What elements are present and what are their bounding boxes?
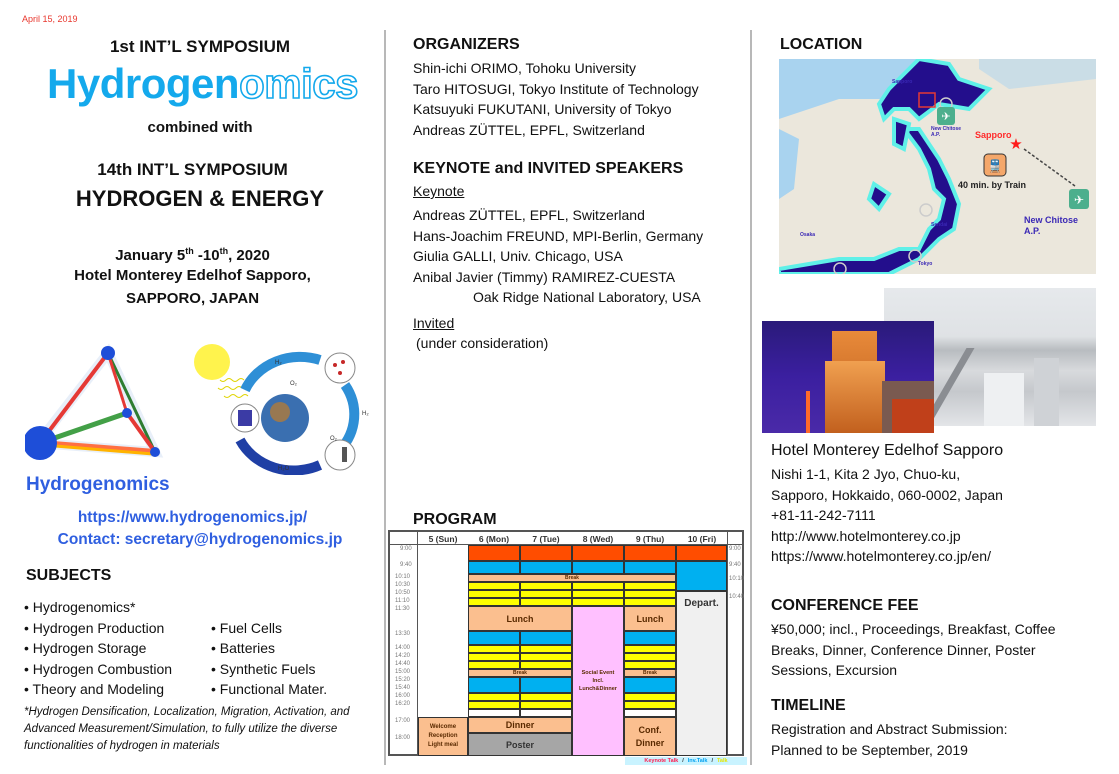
organizer-item: Taro HITOSUGI, Tokyo Institute of Technology — [413, 80, 699, 97]
organizer-item: Shin-ichi ORIMO, Tohoku University — [413, 60, 637, 76]
talk-slot — [572, 598, 624, 606]
event-city: SAPPORO, JAPAN — [125, 290, 260, 307]
keynote-item: Giulia GALLI, Univ. Chicago, USA — [413, 248, 623, 264]
talk-slot — [468, 701, 520, 709]
program-legend: Keynote Talk / Inv.Talk / Talk — [625, 757, 747, 765]
talk-slot — [624, 661, 676, 669]
keynote-list — [413, 205, 703, 308]
svg-text:O₂: O₂ — [290, 381, 297, 387]
talk-slot — [520, 653, 572, 661]
event-dates: January 5th -10th, 2020 — [115, 246, 270, 264]
invited-slot — [520, 561, 572, 574]
keynote-item: Hans-Joachim FREUND, MPI-Berlin, Germany — [413, 227, 704, 244]
svg-text:✈: ✈ — [1073, 193, 1085, 207]
timeline-line2: Planned to be September, 2019 — [771, 741, 968, 758]
svg-text:🚆: 🚆 — [987, 159, 1003, 173]
day-header: 8 (Wed) — [582, 534, 614, 544]
document-date: April 15, 2019 — [22, 14, 78, 24]
talk-slot — [520, 598, 572, 606]
svg-text:O₂: O₂ — [330, 436, 337, 442]
label-h2-top: H₂ — [275, 360, 282, 366]
hotel-url[interactable]: http://www.hotelmonterey.co.jp — [771, 527, 961, 544]
talk-slot — [624, 582, 676, 590]
keynote-slot — [676, 545, 727, 561]
lunch-slot: Lunch — [468, 606, 572, 631]
hotel-night-photo — [762, 321, 934, 433]
hotel-address-line1: Nishi 1-1, Kita 2 Jyo, Chuo-ku, — [771, 466, 961, 482]
day-header: 9 (Thu) — [635, 534, 665, 544]
day-header: 10 (Fri) — [687, 534, 717, 544]
welcome-reception-slot: Welcome Reception Light meal — [418, 717, 468, 756]
organizers-heading: ORGANIZERS — [413, 36, 520, 53]
talk-slot — [520, 645, 572, 653]
map-label-chitose-2: A.P. — [1024, 226, 1041, 236]
logo-solid: Hydrogen — [47, 60, 240, 107]
column-divider-left — [384, 30, 386, 765]
hydrogenomics-logo-text — [0, 60, 405, 107]
svg-text:✈: ✈ — [941, 111, 951, 123]
svg-text:★: ★ — [1009, 136, 1023, 153]
subjects-list-col1 — [24, 597, 172, 700]
keynote-slot — [624, 545, 676, 561]
timeline-text — [771, 719, 1008, 760]
program-heading: PROGRAM — [413, 511, 497, 528]
speakers-heading: KEYNOTE and INVITED SPEAKERS — [413, 160, 684, 177]
organizers-list — [413, 58, 699, 140]
keynote-item: Anibal Javier (Timmy) RAMIREZ-CUESTA — [413, 268, 676, 285]
invited-label: Invited — [413, 315, 455, 331]
map-label-sapporo: Sapporo — [975, 130, 1012, 140]
talk-slot — [468, 693, 520, 701]
subject-item: • Hydrogenomics* — [24, 599, 136, 615]
hotel-url-en[interactable]: https://www.hotelmonterey.co.jp/en/ — [771, 548, 991, 564]
conference-fee-heading: CONFERENCE FEE — [771, 597, 919, 614]
contact-email-link[interactable]: Contact: secretary@hydrogenomics.jp — [57, 531, 343, 548]
subject-item: • Theory and Modeling — [24, 681, 165, 698]
invited-slot — [468, 677, 520, 693]
symposium-title-2: 14th INT’L SYMPOSIUM — [97, 160, 288, 179]
break-slot: Break — [468, 669, 572, 677]
keynote-label: Keynote — [413, 183, 465, 199]
talk-slot — [624, 653, 676, 661]
poster-slot: Poster — [468, 733, 572, 756]
subject-item: • Functional Mater. — [211, 681, 328, 698]
svg-text:H₂: H₂ — [362, 411, 369, 417]
lunch-slot: Lunch — [624, 606, 676, 631]
map-label-osaka: Osaka — [800, 232, 816, 238]
talk-slot — [624, 598, 676, 606]
talk-slot — [468, 645, 520, 653]
subject-item: • Hydrogen Combustion — [24, 660, 173, 677]
logo-outline: omics — [239, 60, 358, 107]
invited-slot — [572, 561, 624, 574]
subjects-list-col2 — [211, 618, 327, 700]
event-venue: Hotel Monterey Edelhof Sapporo, — [74, 267, 311, 284]
subject-item: • Fuel Cells — [211, 619, 283, 636]
talk-slot — [520, 582, 572, 590]
talk-slot — [468, 661, 520, 669]
subjects-heading: SUBJECTS — [26, 567, 112, 584]
break-slot: Break — [468, 574, 676, 582]
invited-slot — [624, 561, 676, 574]
talk-slot — [468, 653, 520, 661]
day-header: 5 (Sun) — [428, 534, 458, 544]
column-divider-right — [750, 30, 752, 765]
invited-slot — [624, 631, 676, 645]
subject-item: • Batteries — [211, 640, 276, 657]
location-map — [779, 59, 1096, 274]
talk-slot — [520, 661, 572, 669]
hydrogenomics-logo-caption: Hydrogenomics — [26, 474, 170, 495]
subject-item: • Synthetic Fuels — [211, 660, 316, 677]
subject-item: • Hydrogen Storage — [24, 640, 147, 657]
map-label-tokyo: Tokyo — [918, 261, 933, 267]
talk-slot — [572, 582, 624, 590]
talk-slot — [468, 590, 520, 598]
map-label-sapporo-small: Sapporo — [892, 79, 913, 85]
talk-slot — [572, 590, 624, 598]
timeline-line1: Registration and Abstract Submission: — [771, 721, 1008, 737]
invited-slot — [520, 677, 572, 693]
svg-text:H₂O: H₂O — [278, 466, 290, 472]
depart-slot: Depart. — [676, 591, 727, 756]
symposium-title-3: HYDROGEN & ENERGY — [75, 186, 325, 211]
keynote-slot — [468, 545, 520, 561]
hotel-phone: +81-11-242-7111 — [771, 507, 876, 523]
conf-dinner-slot: Conf. Dinner — [624, 717, 676, 756]
website-link[interactable]: https://www.hydrogenomics.jp/ — [77, 509, 308, 526]
subjects-footnote: *Hydrogen Densification, Localization, Migration, Activation, and Advanced Measurement/Simulation, to fully utilize the diverse functionalities of hydrogen in materials — [24, 706, 350, 752]
talk-slot — [624, 693, 676, 701]
hydrogenomics-triangle-logo — [25, 340, 175, 470]
map-label-chitose-small: New Chitose A.P. — [931, 126, 962, 138]
hotel-address-line2: Sapporo, Hokkaido, 060-0002, Japan — [771, 486, 1003, 503]
keynote-slot — [572, 545, 624, 561]
empty-slot — [624, 709, 676, 717]
location-heading: LOCATION — [780, 36, 863, 53]
invited-slot — [468, 631, 520, 645]
symposium-title-1: 1st INT’L SYMPOSIUM — [109, 37, 291, 56]
program-table: 5 (Sun) 6 (Mon) 7 (Tue) 8 (Wed) 9 (Thu) 10 (Fri) 9:00 9:40 10:10 10:30 10:50 11:10 11:30 13:30 14:00 14:20 14:40 15:00 15:20 15:40 16:00 16:20 17:00 18:00 9:00 9:40 10:10 10:40 Break Depart. Lunch Social Event Incl. Lunch&Dinner Lunch Break Break Welcome Reception Light meal Dinner Poster Conf. Dinner — [388, 530, 744, 756]
empty-slot — [520, 709, 572, 717]
social-event-slot: Social Event Incl. Lunch&Dinner — [572, 606, 624, 756]
invited-slot — [624, 677, 676, 693]
keynote-item: Andreas ZÜTTEL, EPFL, Switzerland — [413, 207, 645, 223]
map-label-chitose-1: New Chitose — [1024, 215, 1079, 225]
conference-fee-text: ¥50,000; incl., Proceedings, Breakfast, Coffee Breaks, Dinner, Conference Dinner, Poster Sessions, Excursion — [771, 621, 1056, 678]
subject-item: • Hydrogen Production — [24, 619, 165, 636]
day-header: 6 (Mon) — [478, 534, 510, 544]
talk-slot — [624, 701, 676, 709]
talk-slot — [520, 590, 572, 598]
hydrogen-cycle-diagram — [180, 340, 380, 475]
invited-slot — [520, 631, 572, 645]
invited-slot — [676, 561, 727, 591]
timeline-heading: TIMELINE — [771, 697, 846, 714]
organizer-item: Andreas ZÜTTEL, EPFL, Switzerland — [413, 121, 645, 138]
hotel-address — [771, 464, 1003, 567]
organizer-item: Katsuyuki FUKUTANI, University of Tokyo — [413, 101, 672, 117]
talk-slot — [520, 693, 572, 701]
day-header: 7 (Tue) — [532, 534, 560, 544]
talk-slot — [468, 582, 520, 590]
invited-text: (under consideration) — [416, 335, 549, 351]
talk-slot — [520, 701, 572, 709]
map-label-sendai: Sendai — [931, 222, 948, 228]
invited-slot — [468, 561, 520, 574]
talk-slot — [468, 598, 520, 606]
map-label-train-time: 40 min. by Train — [958, 180, 1027, 190]
dinner-slot: Dinner — [468, 717, 572, 733]
talk-slot — [624, 645, 676, 653]
hotel-name: Hotel Monterey Edelhof Sapporo — [771, 442, 1004, 459]
keynote-affiliation: Oak Ridge National Laboratory, USA — [473, 289, 701, 305]
talk-slot — [624, 590, 676, 598]
combined-with: combined with — [147, 119, 253, 136]
keynote-slot — [520, 545, 572, 561]
empty-slot — [468, 709, 520, 717]
break-slot: Break — [624, 669, 676, 677]
